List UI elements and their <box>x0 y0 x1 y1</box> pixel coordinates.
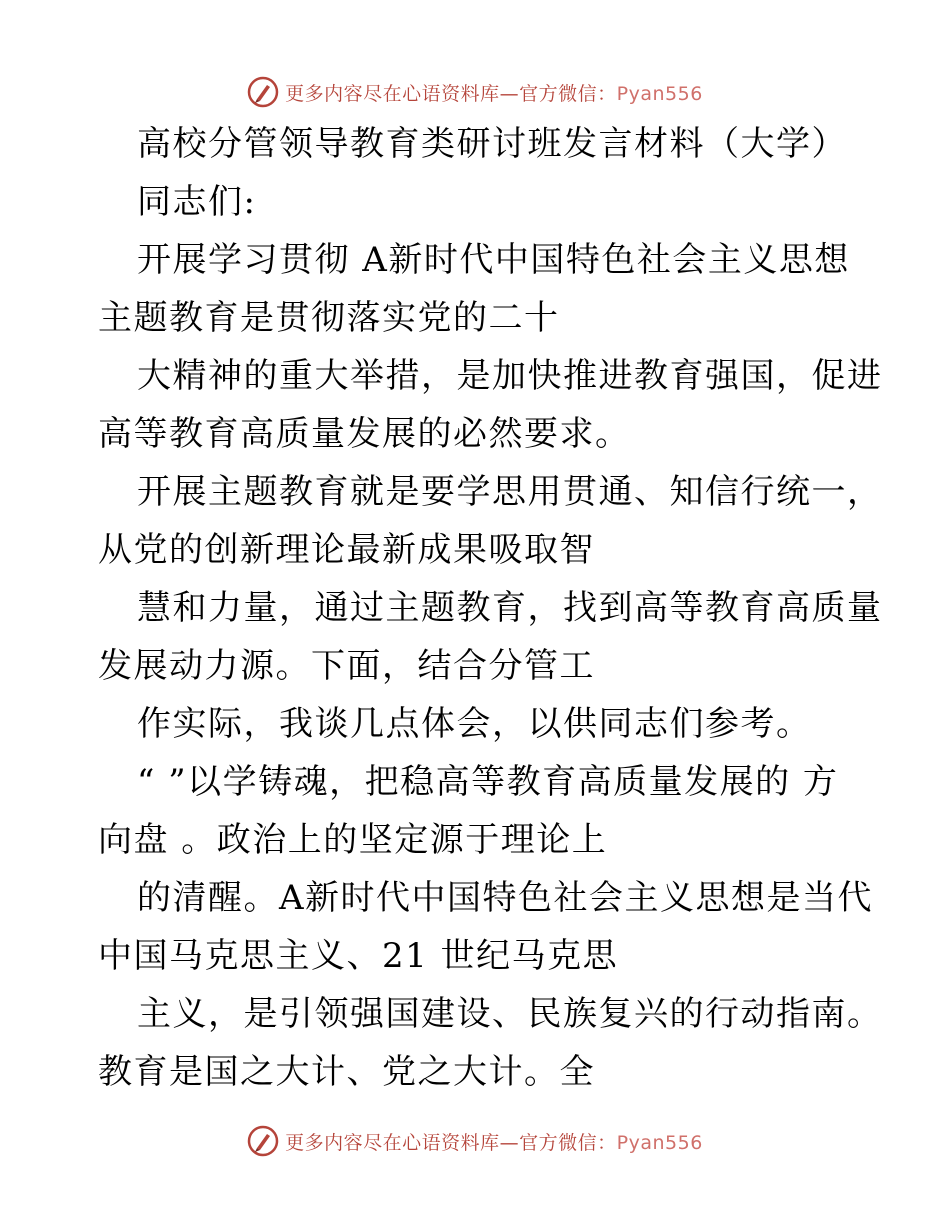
paragraph-line: 从党的创新理论最新成果吸取智 <box>98 530 595 570</box>
paragraph-line: 大精神的重大举措，是加快推进教育强国，促进 <box>137 356 883 396</box>
paragraph-line: “ ”以学铸魂，把稳高等教育高质量发展的 方 <box>137 762 839 802</box>
footer-watermark <box>0 1121 950 1161</box>
paragraph-line: 慧和力量，通过主题教育，找到高等教育高质量 <box>137 588 883 628</box>
header-watermark <box>0 72 950 112</box>
watermark-text: 更多内容尽在心语资料库—官方微信：Pyan556 <box>285 1131 703 1154</box>
document-title: 高校分管领导教育类研讨班发言材料（大学） <box>137 124 847 164</box>
salutation: 同志们: <box>137 182 257 222</box>
paragraph-line: 向盘 。政治上的坚定源于理论上 <box>98 820 608 860</box>
paragraph-line: 的清醒。A新时代中国特色社会主义思想是当代 <box>137 878 874 918</box>
paragraph-line: 主题教育是贯彻落实党的二十 <box>98 298 560 338</box>
paragraph-line: 开展主题教育就是要学思用贯通、知信行统一， <box>137 472 883 512</box>
paragraph-line: 发展动力源。下面，结合分管工 <box>98 646 595 686</box>
paragraph-line: 高等教育高质量发展的必然要求。 <box>98 414 631 454</box>
paragraph-line: 作实际，我谈几点体会，以供同志们参考。 <box>137 704 812 744</box>
paragraph-line: 中国马克思主义、21 世纪马克思 <box>98 936 619 976</box>
paragraph-line: 开展学习贯彻 A新时代中国特色社会主义思想 <box>137 240 850 280</box>
watermark-text: 更多内容尽在心语资料库—官方微信：Pyan556 <box>285 82 703 105</box>
paragraph-line: 教育是国之大计、党之大计。全 <box>98 1052 595 1092</box>
pen-icon <box>247 1125 279 1157</box>
pen-icon <box>247 76 279 108</box>
paragraph-line: 主义，是引领强国建设、民族复兴的行动指南。 <box>137 994 883 1034</box>
